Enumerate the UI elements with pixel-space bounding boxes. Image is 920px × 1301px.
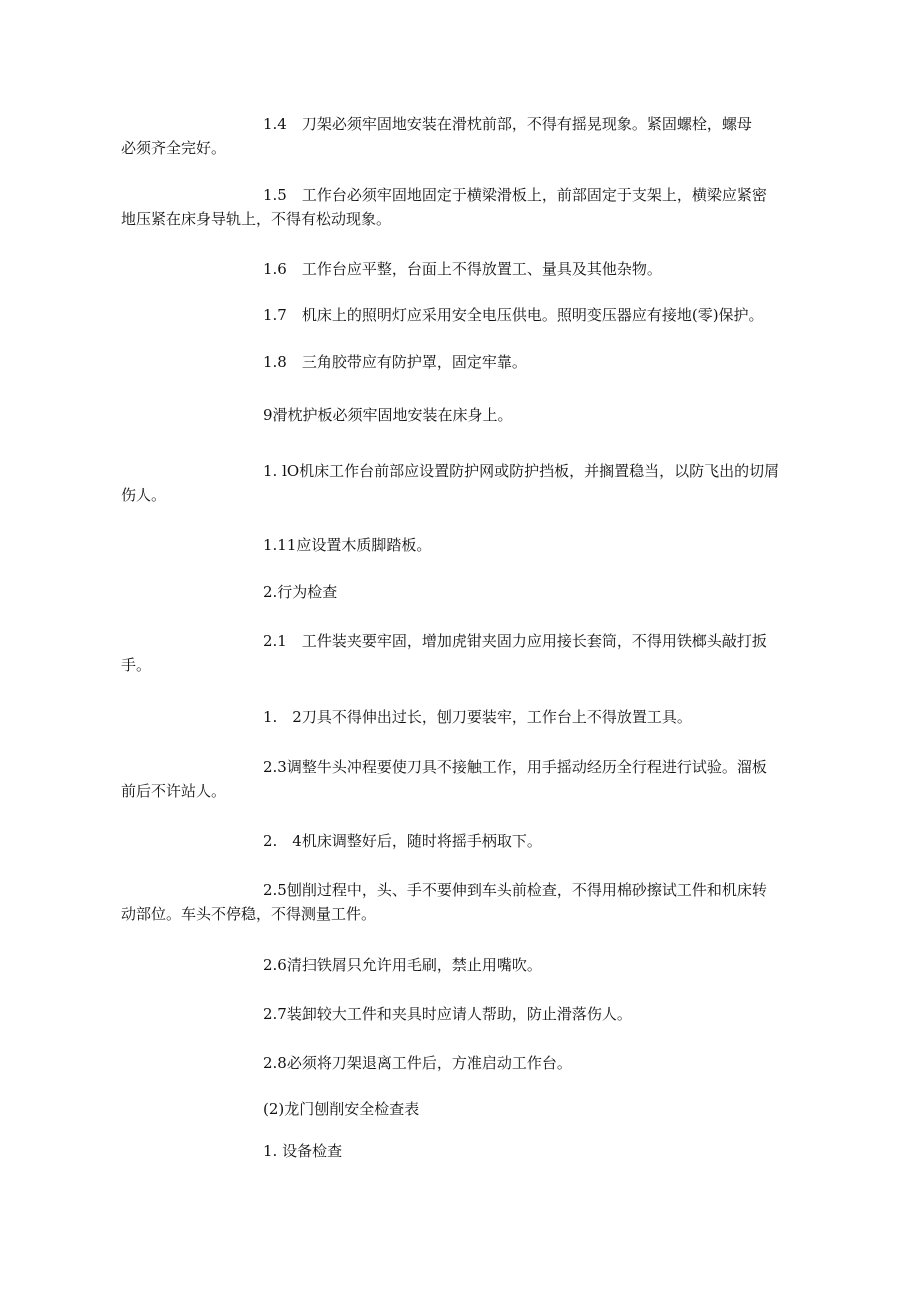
paragraph-line: 地压紧在床身导轨上，不得有松动现象。: [121, 210, 392, 228]
paragraph-1-7: [0, 303, 920, 327]
paragraph-1-6: [0, 257, 920, 281]
paragraph-line: 伤人。: [121, 486, 167, 504]
paragraph-line: 前后不许站人。: [121, 782, 227, 800]
paragraph-line: 1.8 三角胶带应有防护罩，固定牢靠。: [263, 353, 527, 371]
paragraph-line: 2.1 工件装夹要牢固，增加虎钳夹固力应用接长套筒，不得用铁榔头敲打扳: [263, 632, 767, 650]
paragraph-2-7: [0, 1002, 920, 1026]
paragraph-1-4: [0, 112, 920, 160]
paragraph-line: 1.4 刀架必须牢固地安装在滑枕前部，不得有摇晃现象。紧固螺栓，螺母: [263, 115, 752, 133]
paragraph-1-11: [0, 533, 920, 557]
paragraph-1-2: [0, 705, 920, 729]
section-title-equipment-check: [0, 1139, 920, 1163]
paragraph-line: 2. 4机床调整好后，随时将摇手柄取下。: [263, 832, 542, 850]
paragraph-2-1: [0, 629, 920, 677]
paragraph-line: 1. lO机床工作台前部应设置防护网或防护挡板，并搁置稳当，以防飞出的切屑: [263, 462, 780, 480]
paragraph-1-8: [0, 350, 920, 374]
paragraph-1-5: [0, 183, 920, 231]
paragraph-line: 1. 设备检查: [263, 1142, 343, 1160]
paragraph-2: [0, 580, 920, 604]
paragraph-line: 2.8必须将刀架退离工件后，方准启动工作台。: [263, 1054, 572, 1072]
paragraph-line: 手。: [121, 656, 152, 674]
paragraph-line: 2.3调整牛头冲程要使刀具不接触工作，用手摇动经历全行程进行试验。溜板: [263, 758, 767, 776]
paragraph-2-5: [0, 878, 920, 926]
paragraph-line: 1.6 工作台应平整，台面上不得放置工、量具及其他杂物。: [263, 260, 662, 278]
paragraph-line: 9滑枕护板必须牢固地安装在床身上。: [263, 406, 513, 424]
paragraph-line: 2.7装卸较大工件和夹具时应请人帮助，防止滑落伤人。: [263, 1005, 632, 1023]
paragraph-line: 2.行为检查: [263, 583, 338, 601]
paragraph-9: [0, 403, 920, 427]
paragraph-line: 必须齐全完好。: [121, 139, 227, 157]
paragraph-2-8: [0, 1051, 920, 1075]
paragraph-line: 动部位。车头不停稳，不得测量工件。: [121, 905, 377, 923]
paragraph-2-4: [0, 829, 920, 853]
paragraph-line: (2)龙门刨削安全检查表: [263, 1100, 420, 1118]
paragraph-line: 1.7 机床上的照明灯应采用安全电压供电。照明变压器应有接地(零)保护。: [263, 306, 764, 324]
paragraph-line: 2.5刨削过程中，头、手不要伸到车头前检查，不得用棉砂擦试工件和机床转: [263, 881, 767, 899]
paragraph-1-10: [0, 459, 920, 507]
paragraph-2-3: [0, 755, 920, 803]
section-title-longmen-planer: [0, 1097, 920, 1121]
paragraph-line: 1.5 工作台必须牢固地固定于横梁滑板上，前部固定于支架上，横梁应紧密: [263, 186, 767, 204]
paragraph-line: 1. 2刀具不得伸出过长，刨刀要装牢，工作台上不得放置工具。: [263, 708, 692, 726]
paragraph-line: 1.11应设置木质脚踏板。: [263, 536, 432, 554]
paragraph-2-6: [0, 953, 920, 977]
paragraph-line: 2.6清扫铁屑只允许用毛刷，禁止用嘴吹。: [263, 956, 542, 974]
